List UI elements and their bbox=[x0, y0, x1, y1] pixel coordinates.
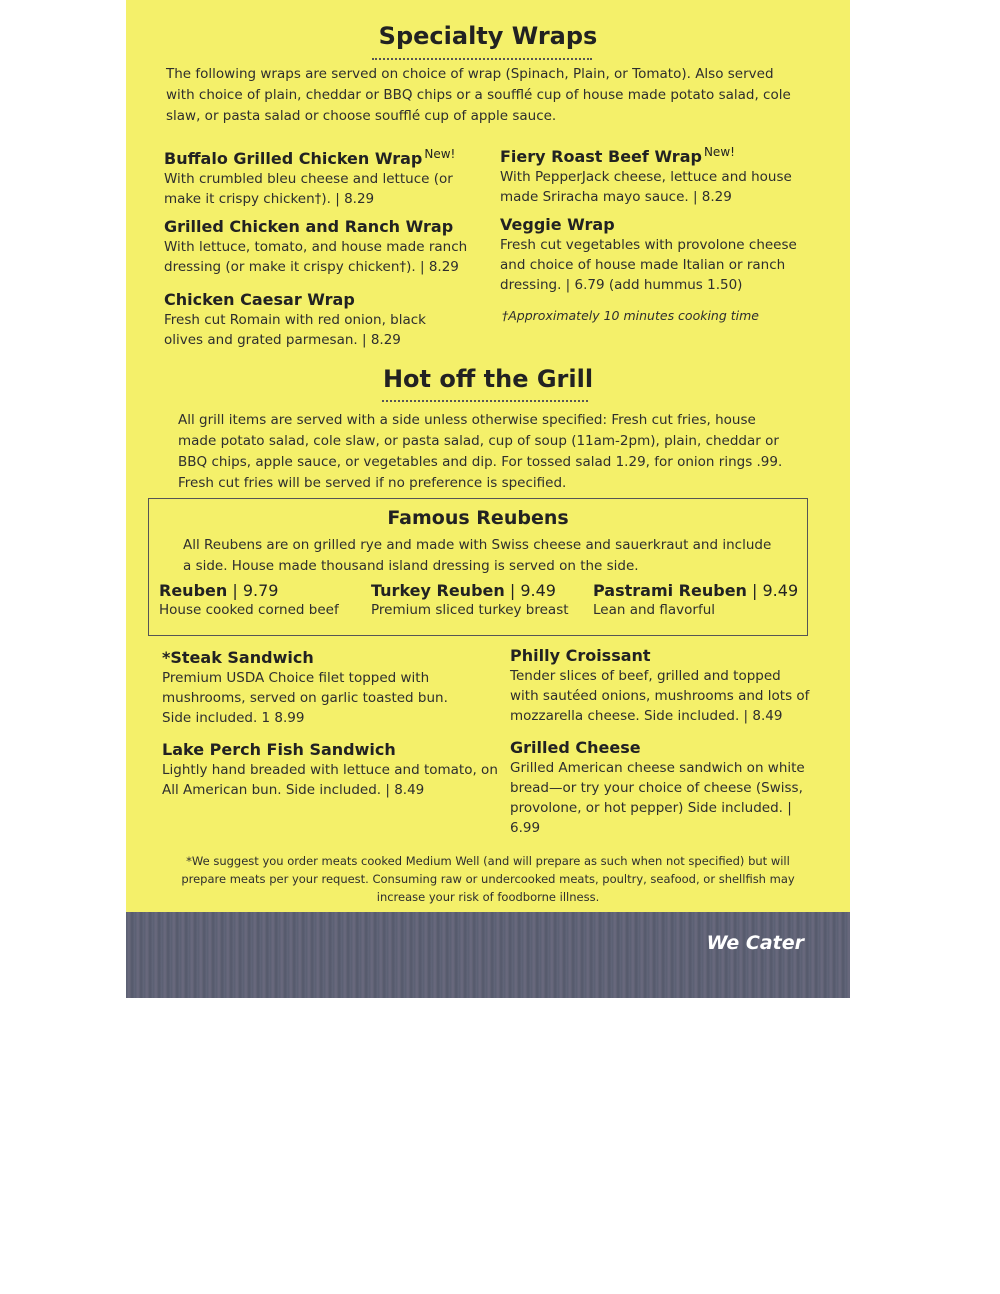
grill-title: Hot off the Grill bbox=[382, 365, 594, 393]
item-description: Lightly hand breaded with lettuce and tomato, on All American bun. Side included. | 8.49 bbox=[162, 762, 498, 798]
menu-item-reuben bbox=[159, 581, 339, 618]
item-name: Fiery Roast Beef Wrap bbox=[500, 147, 702, 166]
item-description: Fresh cut Romain with red onion, black olives and grated parmesan. | 8.29 bbox=[164, 312, 426, 348]
wraps-title-underline bbox=[372, 58, 592, 60]
menu-item-steak-sandwich bbox=[162, 648, 472, 728]
wraps-title: Specialty Wraps bbox=[378, 22, 598, 50]
menu-item-ranch-wrap bbox=[164, 217, 474, 277]
menu-item-caesar-wrap bbox=[164, 290, 464, 350]
we-cater-label: We Cater bbox=[706, 932, 804, 954]
item-name: Chicken Caesar Wrap bbox=[164, 290, 355, 309]
cooking-time-note: †Approximately 10 minutes cooking time bbox=[502, 308, 760, 323]
menu-page bbox=[126, 0, 850, 998]
reubens-intro: All Reubens are on grilled rye and made with Swiss cheese and sauerkraut and include a side. House made thousand island dressing is served on the side. bbox=[183, 537, 772, 574]
menu-item-grilled-cheese bbox=[510, 738, 810, 838]
item-description: Premium USDA Choice filet topped with mushrooms, served on garlic toasted bun. Side included. 1 8.99 bbox=[162, 670, 448, 726]
menu-item-roast-beef-wrap bbox=[500, 142, 800, 207]
menu-item-philly-croissant bbox=[510, 646, 810, 726]
item-description: Tender slices of beef, grilled and topped with sautéed onions, mushrooms and lots of mozzarella cheese. Side included. | 8.49 bbox=[510, 668, 810, 724]
reubens-box bbox=[148, 498, 808, 636]
footer-band bbox=[126, 912, 850, 998]
item-name: Reuben bbox=[159, 581, 228, 600]
item-name: Philly Croissant bbox=[510, 646, 651, 665]
new-badge: New! bbox=[703, 145, 735, 159]
item-name: Grilled Cheese bbox=[510, 738, 641, 757]
menu-item-veggie-wrap bbox=[500, 215, 800, 295]
reubens-title: Famous Reubens bbox=[387, 507, 569, 529]
grill-title-underline bbox=[382, 400, 588, 402]
menu-item-perch-sandwich bbox=[162, 740, 502, 800]
item-name: Pastrami Reuben bbox=[593, 581, 747, 600]
new-badge: New! bbox=[424, 147, 456, 161]
item-price: | 9.79 bbox=[227, 581, 279, 600]
food-safety-disclaimer: *We suggest you order meats cooked Medium Well (and will prepare as such when not specified) but will prepare meats per your request. Consuming raw or undercooked meats, poultry, seafood, or shellfish may increase your risk of foodborne illness. bbox=[181, 854, 795, 904]
menu-item-pastrami-reuben bbox=[593, 581, 798, 618]
item-price: | 9.49 bbox=[746, 581, 799, 600]
item-description: With lettuce, tomato, and house made ranch dressing (or make it crispy chicken†). | 8.29 bbox=[164, 239, 468, 275]
grill-intro: All grill items are served with a side unless otherwise specified: Fresh cut fries, house made potato salad, cole slaw, or pasta salad, cup of soup (11am-2pm), plain, cheddar or BBQ chips, apple sauce, or vegetables and dip. For tossed salad 1.29, for onion rings .99. Fresh cut fries will be served if no preference is specified. bbox=[178, 412, 783, 491]
wraps-intro: The following wraps are served on choice of wrap (Spinach, Plain, or Tomato). Also served with choice of plain, cheddar or BBQ chips or a soufflé cup of house made potato salad, cole slaw, or pasta salad or choose soufflé cup of apple sauce. bbox=[166, 66, 791, 124]
item-name: Lake Perch Fish Sandwich bbox=[162, 740, 396, 759]
menu-item-buffalo-wrap bbox=[164, 144, 464, 209]
item-name: Veggie Wrap bbox=[500, 215, 615, 234]
item-name: Turkey Reuben bbox=[371, 581, 505, 600]
item-name: *Steak Sandwich bbox=[162, 648, 314, 667]
menu-item-turkey-reuben bbox=[371, 581, 569, 618]
item-price: | 9.49 bbox=[504, 581, 556, 600]
item-description: Lean and flavorful bbox=[593, 602, 716, 618]
item-description: Premium sliced turkey breast bbox=[371, 602, 569, 618]
item-name: Grilled Chicken and Ranch Wrap bbox=[164, 217, 454, 236]
item-description: Grilled American cheese sandwich on white bread—or try your choice of cheese (Swiss, provolone, or hot pepper) Side included. | 6.99 bbox=[510, 760, 805, 836]
item-name: Buffalo Grilled Chicken Wrap bbox=[164, 149, 423, 168]
item-description: House cooked corned beef bbox=[159, 602, 339, 618]
item-description: With PepperJack cheese, lettuce and house made Sriracha mayo sauce. | 8.29 bbox=[500, 169, 792, 205]
item-description: With crumbled bleu cheese and lettuce (or make it crispy chicken†). | 8.29 bbox=[164, 171, 453, 207]
item-description: Fresh cut vegetables with provolone cheese and choice of house made Italian or ranch dressing. | 6.79 (add hummus 1.50) bbox=[500, 237, 797, 293]
